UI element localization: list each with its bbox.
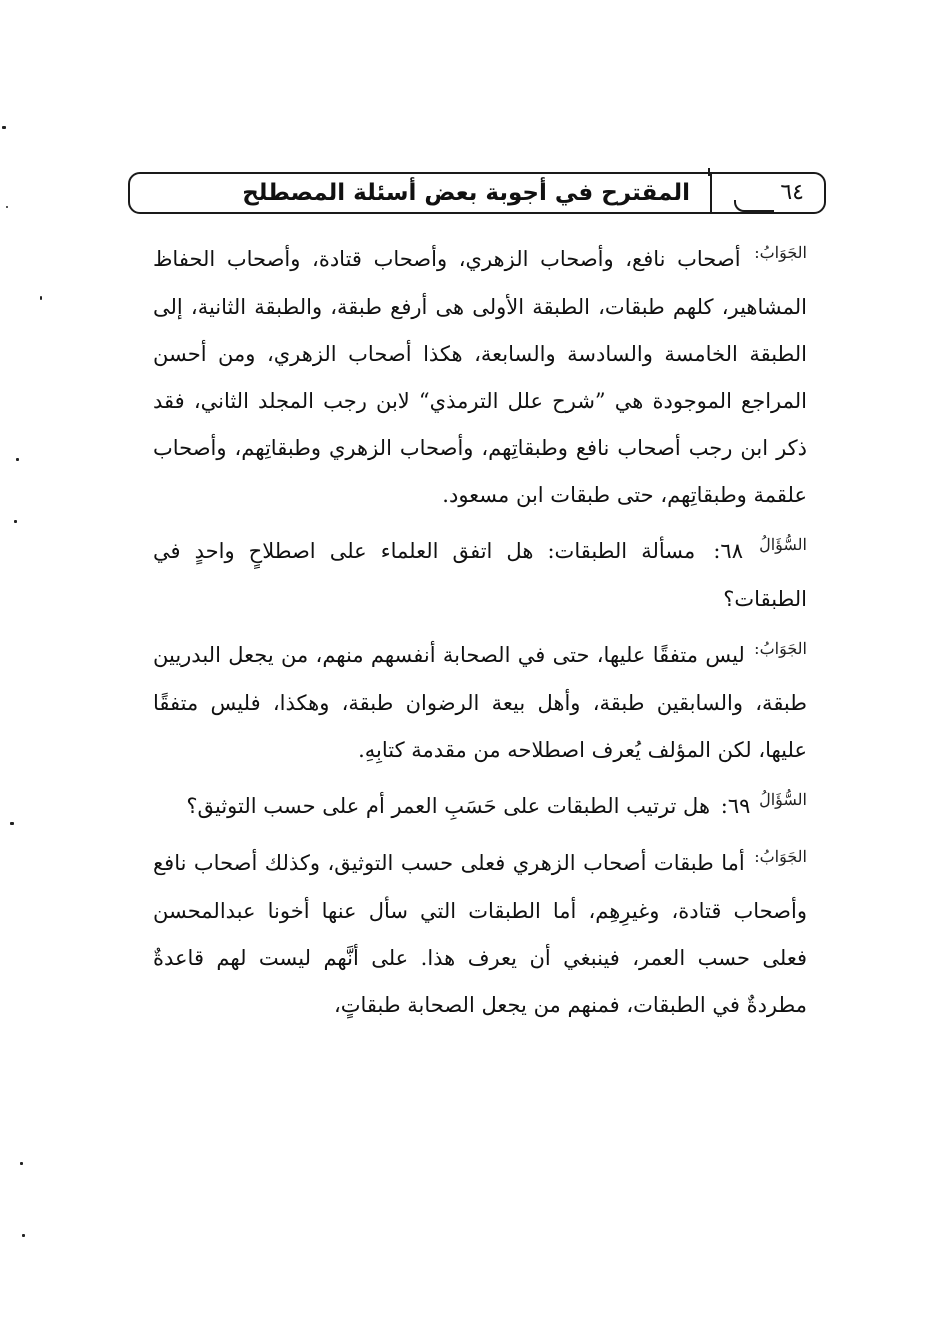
question-number: ٦٨: xyxy=(713,539,743,563)
answer-marker: الجَوَابُ: xyxy=(754,847,807,866)
question-text: هل ترتيب الطبقات على حَسَبِ العمر أم على حسب التوثيق؟ xyxy=(186,794,711,818)
scan-speck xyxy=(20,1162,23,1165)
question-marker: السُّؤَالُ xyxy=(759,535,807,554)
scan-speck xyxy=(10,822,14,825)
answer-paragraph xyxy=(153,840,807,1029)
question-text: مسألة الطبقات: هل اتفق العلماء على اصطلاحٍ واحدٍ في الطبقات؟ xyxy=(153,539,807,611)
answer-marker: الجَوَابُ: xyxy=(754,243,807,262)
answer-marker: الجَوَابُ: xyxy=(754,639,807,658)
scan-speck xyxy=(14,520,17,523)
question-number: ٦٩: xyxy=(720,794,751,818)
answer-paragraph xyxy=(153,236,807,519)
question-marker: السُّؤَالُ xyxy=(759,790,807,809)
header-divider-notch xyxy=(708,168,710,176)
scan-speck xyxy=(16,458,19,461)
page-number: ٦٤ xyxy=(780,180,804,205)
answer-text: ليس متفقًا عليها، حتى في الصحابة أنفسهم منهم، من يجعل البدريين طبقة، والسابقين طبقة، وأهل بيعة الرضوان طبقة، وهكذا، فليس متفقًا عليها، لكن المؤلف يُعرف اصطلاحه من مقدمة كتابِهِ. xyxy=(153,643,807,762)
question-paragraph xyxy=(153,783,807,831)
scan-speck xyxy=(2,126,6,129)
scan-speck xyxy=(40,296,42,300)
answer-text: أصحاب نافع، وأصحاب الزهري، وأصحاب قتادة، وأصحاب الحفاظ المشاهير، كلهم طبقات، الطبقة الأولى هى أرفع طبقة، والطبقة الثانية، إلى الطبقة الخامسة والسادسة والسابعة، هكذا أصحاب الزهري، ومن أحسن المراجع الموجودة هي ”شرح علل الترمذي“ لابن رجب المجلد الثاني، فقد ذكر ابن رجب أصحاب نافع وطبقاتِهم، وأصحاب الزهري وطبقاتِهم، وأصحاب علقمة وطبقاتِهم، حتى طبقات ابن مسعود. xyxy=(153,247,807,507)
answer-text: أما طبقات أصحاب الزهري فعلى حسب التوثيق، وكذلك أصحاب نافع وأصحاب قتادة، وغيرِهِم، أما الطبقات التي سأل عنها أخونا عبدالمحسن فعلى حسب العمر، فينبغي أن يعرف هذا. على أنَّهم ليست لهم قاعدةٌ مطردةٌ في الطبقات، فمنهم من يجعل الصحابة طبقاتٍ، xyxy=(153,851,807,1017)
scan-speck xyxy=(6,206,8,208)
question-paragraph xyxy=(153,528,807,623)
header-divider xyxy=(710,174,712,212)
header-ornament xyxy=(734,200,774,212)
answer-paragraph xyxy=(153,632,807,774)
scan-speck xyxy=(22,1234,25,1237)
running-header xyxy=(128,172,826,214)
body-text xyxy=(153,236,807,1038)
running-header-title: المقترح في أجوبة بعض أسئلة المصطلح xyxy=(242,180,690,206)
